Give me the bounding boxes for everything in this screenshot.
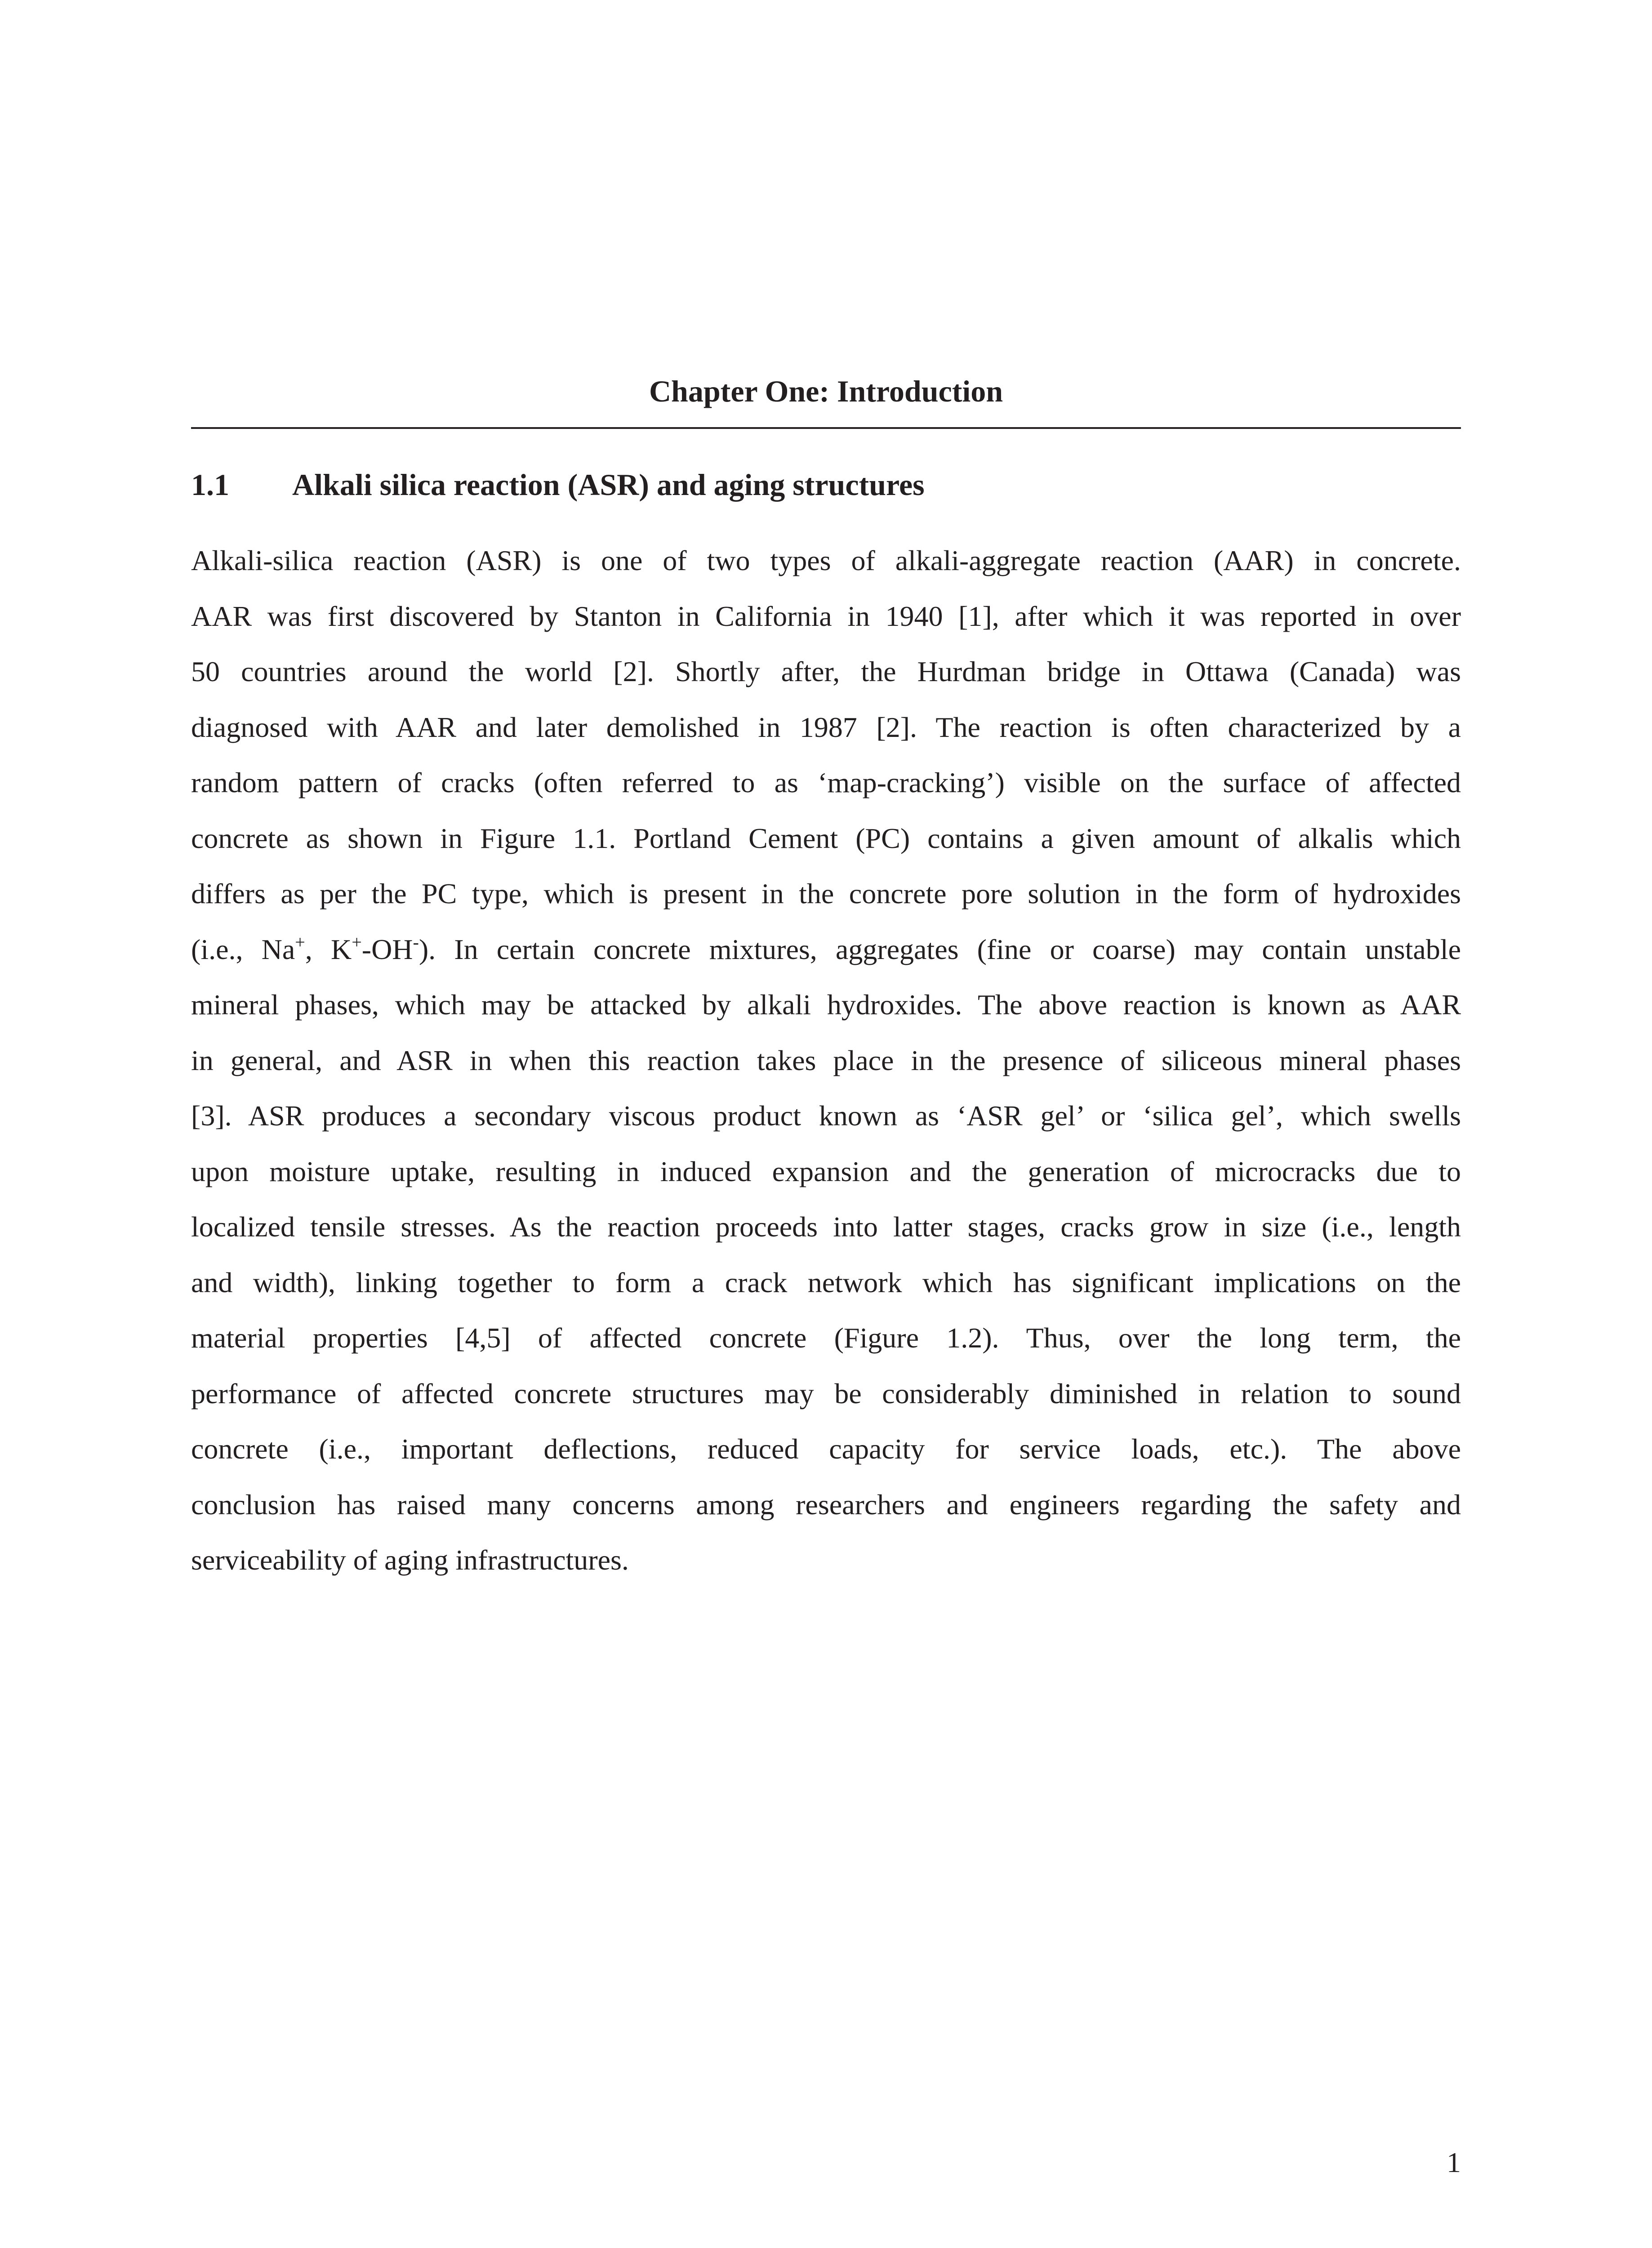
line-text: ). In certain concrete mixtures, aggregates (fine or coarse) may contain unstable	[419, 933, 1461, 965]
paragraph-line: performance of affected concrete structures may be considerably diminished in relation to sound	[191, 1377, 1461, 1409]
paragraph-line: conclusion has raised many concerns among researchers and engineers regarding the safety and	[191, 1488, 1461, 1521]
superscript-plus: +	[295, 932, 305, 952]
paragraph-line: differs as per the PC type, which is present in the concrete pore solution in the form of hydroxides	[191, 878, 1461, 910]
paragraph-line: random pattern of cracks (often referred to as ‘map-cracking’) visible on the surface of affected	[191, 767, 1461, 798]
page-number: 1	[1447, 2146, 1461, 2178]
paragraph-line: concrete (i.e., important deflections, reduced capacity for service loads, etc.). The above	[191, 1433, 1461, 1465]
chapter-title: Chapter One: Introduction	[649, 374, 1003, 408]
paragraph-line: in general, and ASR in when this reaction takes place in the presence of siliceous mineral phases	[191, 1044, 1461, 1076]
paragraph-line: mineral phases, which may be attacked by alkali hydroxides. The above reaction is known as AAR	[191, 989, 1461, 1021]
paragraph-line: [3]. ASR produces a secondary viscous product known as ‘ASR gel’ or ‘silica gel’, which swells	[191, 1100, 1461, 1132]
superscript-plus: +	[352, 932, 362, 952]
body-paragraph	[191, 533, 1461, 1588]
paragraph-line-last: serviceability of aging infrastructures.	[191, 1544, 629, 1576]
paragraph-line-ions	[191, 922, 1461, 977]
superscript-minus: -	[413, 932, 419, 952]
paragraph-line: diagnosed with AAR and later demolished in 1987 [2]. The reaction is often characterized by a	[191, 711, 1461, 743]
paragraph-line: concrete as shown in Figure 1.1. Portland Cement (PC) contains a given amount of alkalis which	[191, 822, 1461, 854]
paragraph-line: 50 countries around the world [2]. Shortly after, the Hurdman bridge in Ottawa (Canada) was	[191, 656, 1461, 687]
section-title: Alkali silica reaction (ASR) and aging structures	[292, 468, 925, 502]
paragraph-line: and width), linking together to form a crack network which has significant implications on the	[191, 1266, 1461, 1298]
paragraph-line: upon moisture uptake, resulting in induced expansion and the generation of microcracks due to	[191, 1155, 1461, 1187]
paragraph-line: Alkali-silica reaction (ASR) is one of two types of alkali-aggregate reaction (AAR) in concrete.	[191, 544, 1461, 576]
line-text: (i.e., Na	[191, 933, 295, 965]
section-number: 1.1	[191, 468, 229, 502]
paragraph-line: AAR was first discovered by Stanton in California in 1940 [1], after which it was reported in over	[191, 600, 1461, 632]
section-heading	[191, 462, 1461, 507]
paragraph-line: material properties [4,5] of affected concrete (Figure 1.2). Thus, over the long term, the	[191, 1322, 1461, 1354]
line-text: , K	[305, 933, 352, 965]
paragraph-line: localized tensile stresses. As the reaction proceeds into latter stages, cracks grow in size (i.e., length	[191, 1211, 1461, 1243]
line-text: -OH	[361, 933, 413, 965]
header-rule	[191, 427, 1461, 429]
